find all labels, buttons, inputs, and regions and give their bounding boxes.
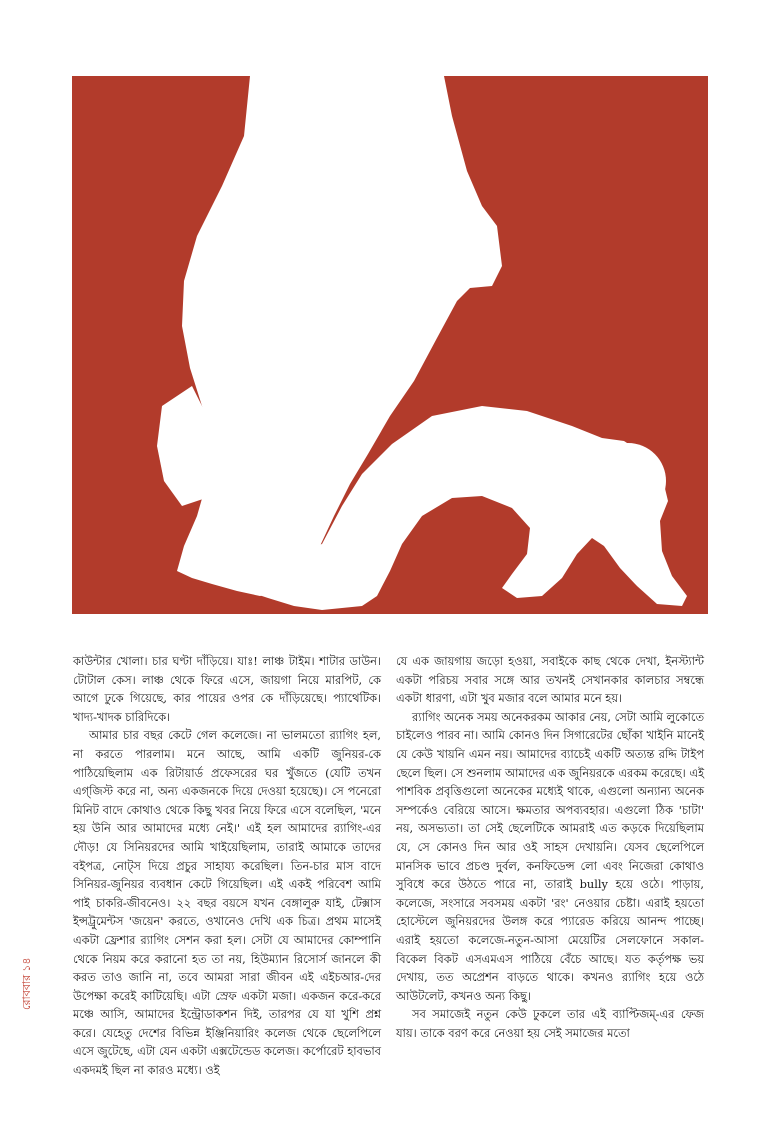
article-column-left (73, 652, 381, 1080)
page-folio (18, 890, 34, 1010)
paragraph: র‍্যাগিং অনেক সময় অনেকরকম আকার নেয়, সেটা আমি লুকোতে চাইলেও পারব না। আমি কোনও দিন সিগারেটের ছোঁকা খাইনি মানেই যে কেউ খায়নি এমন নয়। আমাদের ব্যাচেই একটি অত্যন্ত রদ্দি টাইপ ছেলে ছিল। সে শুনলাম আমাদের এক জুনিয়রকে এরকম করেছে। এই পাশবিক প্রবৃত্তিগুলো অনেকের মধ্যেই থাকে, এগুলো অন্যান্য অনেক সম্পর্কেও বেরিয়ে আসে। ক্ষমতার অপব্যবহার। এগুলো ঠিক 'চাটা' নয়, অসভ্যতা। তা সেই ছেলেটিকে আমরাই এত কড়কে দিয়েছিলাম যে, সে কোনও দিন আর ওই সাহস দেখায়নি। যেসব ছেলেপিলে মানসিক ভাবে প্রচণ্ড দুর্বল, কনফিডেন্স লো এবং নিজেরা কোথাও সুবিধে করে উঠতে পারে না, তারাই bully হয়ে ওঠে। পাড়ায়, কলেজে, সংসারে সবসময় একটা 'রং' নেওয়ার চেষ্টা। এরাই হয়তো হোস্টেলে জুনিয়রদের উলঙ্গ করে প্যারেড করিয়ে আনন্দ পাচ্ছে। এরাই হয়তো কলেজে-নতুন-আসা মেয়েটির সেলফোনে সকাল-বিকেল বিকট এসএমএস পাঠিয়ে বেঁচে আছে। যত কর্তৃপক্ষ ভয় দেখায়, তত অপ্রেশন বাড়তে থাকে। কখনও র‍্যাগিং হয়ে ওঠে আউটলেট, কখনও অন্য কিছু। (396, 709, 704, 1003)
article-illustration (72, 76, 708, 614)
paragraph: সব সমাজেই নতুন কেউ ঢুকলে তার এই ব্যাপ্টিজম্‌-এর ফেজ যায়। তাকে বরণ করে নেওয়া হয় সেই সমাজের মতো (396, 1007, 704, 1040)
magazine-name: রোববার (20, 974, 33, 1010)
ragging-illustration-icon (72, 76, 708, 614)
paragraph: আমার চার বছর কেটে গেল কলেজে। না ভালমতো র‍্যাগিং হল, না করতে পারলাম। মনে আছে, আমি একটি জুনিয়র-কে পাঠিয়েছিলাম এক রিটায়ার্ড প্রফেসরের ঘর খুঁজতে (যেটি তখন এগ্‌জিস্ট করে না, অন্য একজনকে দিয়ে দেওয়া হয়েছে)। সে পনেরো মিনিট বাদে কোথাও থেকে কিছু খবর নিয়ে ফিরে এসে বলেছিল, 'মনে হয় উনি আর আমাদের মধ্যে নেই।' এই হল আমাদের র‍্যাগিং-এর দৌড়! যে সিনিয়রদের আমি খাইয়েছিলাম, তারাই আমাকে তাদের বইপত্র, নোট্‌স দিয়ে প্রচুর সাহায্য করেছিল। তিন-চার মাস বাদে সিনিয়র-জুনিয়র ব্যবধান কেটে গিয়েছিল। এই একই পরিবেশ আমি পাই চাকরি-জীবনেও। ২২ বছর বয়সে যখন বেঙ্গালুরু যাই, টেক্সাস ইন্সট্রুমেন্টস 'জয়েন' করতে, ওখানেও দেখি এক চিত্র। প্রথম মাসেই একটা ফ্রেশার র‍্যাগিং সেশন করা হল। সেটা যে আমাদের কোম্পানি থেকে নিয়ম করে করানো হত তা নয়, হিউম্যান রিসোর্স জানলে কী করত তাও জানি না, তবে আমরা সারা জীবন এই এইচআর-দের উপেক্ষা করেই কাটিয়েছি। এটা স্রেফ একটা মজা। একজন করে-করে মঞ্চে আসি, আমাদের ইন্ট্রোডাকশন দিই, তারপর যে যা খুশি প্রশ্ন করে। যেহেতু দেশের বিভিন্ন ইঞ্জিনিয়ারিং কলেজ থেকে ছেলেপিলে এসে জুটেছে, এটা যেন একটা এক্সটেন্ডেড কলেজ। কর্পোরেট হাবভাব একদমই ছিল না কারও মধ্যে। ওই (73, 728, 381, 1078)
paragraph: যে এক জায়গায় জড়ো হওয়া, সবাইকে কাছ থেকে দেখা, ইনস্ট্যান্ট একটা পরিচয় সবার সঙ্গে আর তখনই সেখানকার কালচার সম্বন্ধে একটা ধারণা, এটা খুব মজার বলে আমার মনে হয়। (396, 654, 704, 706)
page-number: ১৪ (20, 957, 33, 972)
article-column-right (396, 652, 704, 1042)
paragraph: কাউন্টার খোলা। চার ঘণ্টা দাঁড়িয়ে। যাঃ! লাঞ্চ টাইম। শাটার ডাউন। টোটাল কেস। লাঞ্চ থেকে ফিরে এসে, জায়গা নিয়ে মারপিট, কে আগে ঢুকে গিয়েছে, কার পায়ের ওপর কে দাঁড়িয়েছে। প্যাথেটিক। খাদ্য-খাদক চারিদিকে। (73, 654, 381, 724)
